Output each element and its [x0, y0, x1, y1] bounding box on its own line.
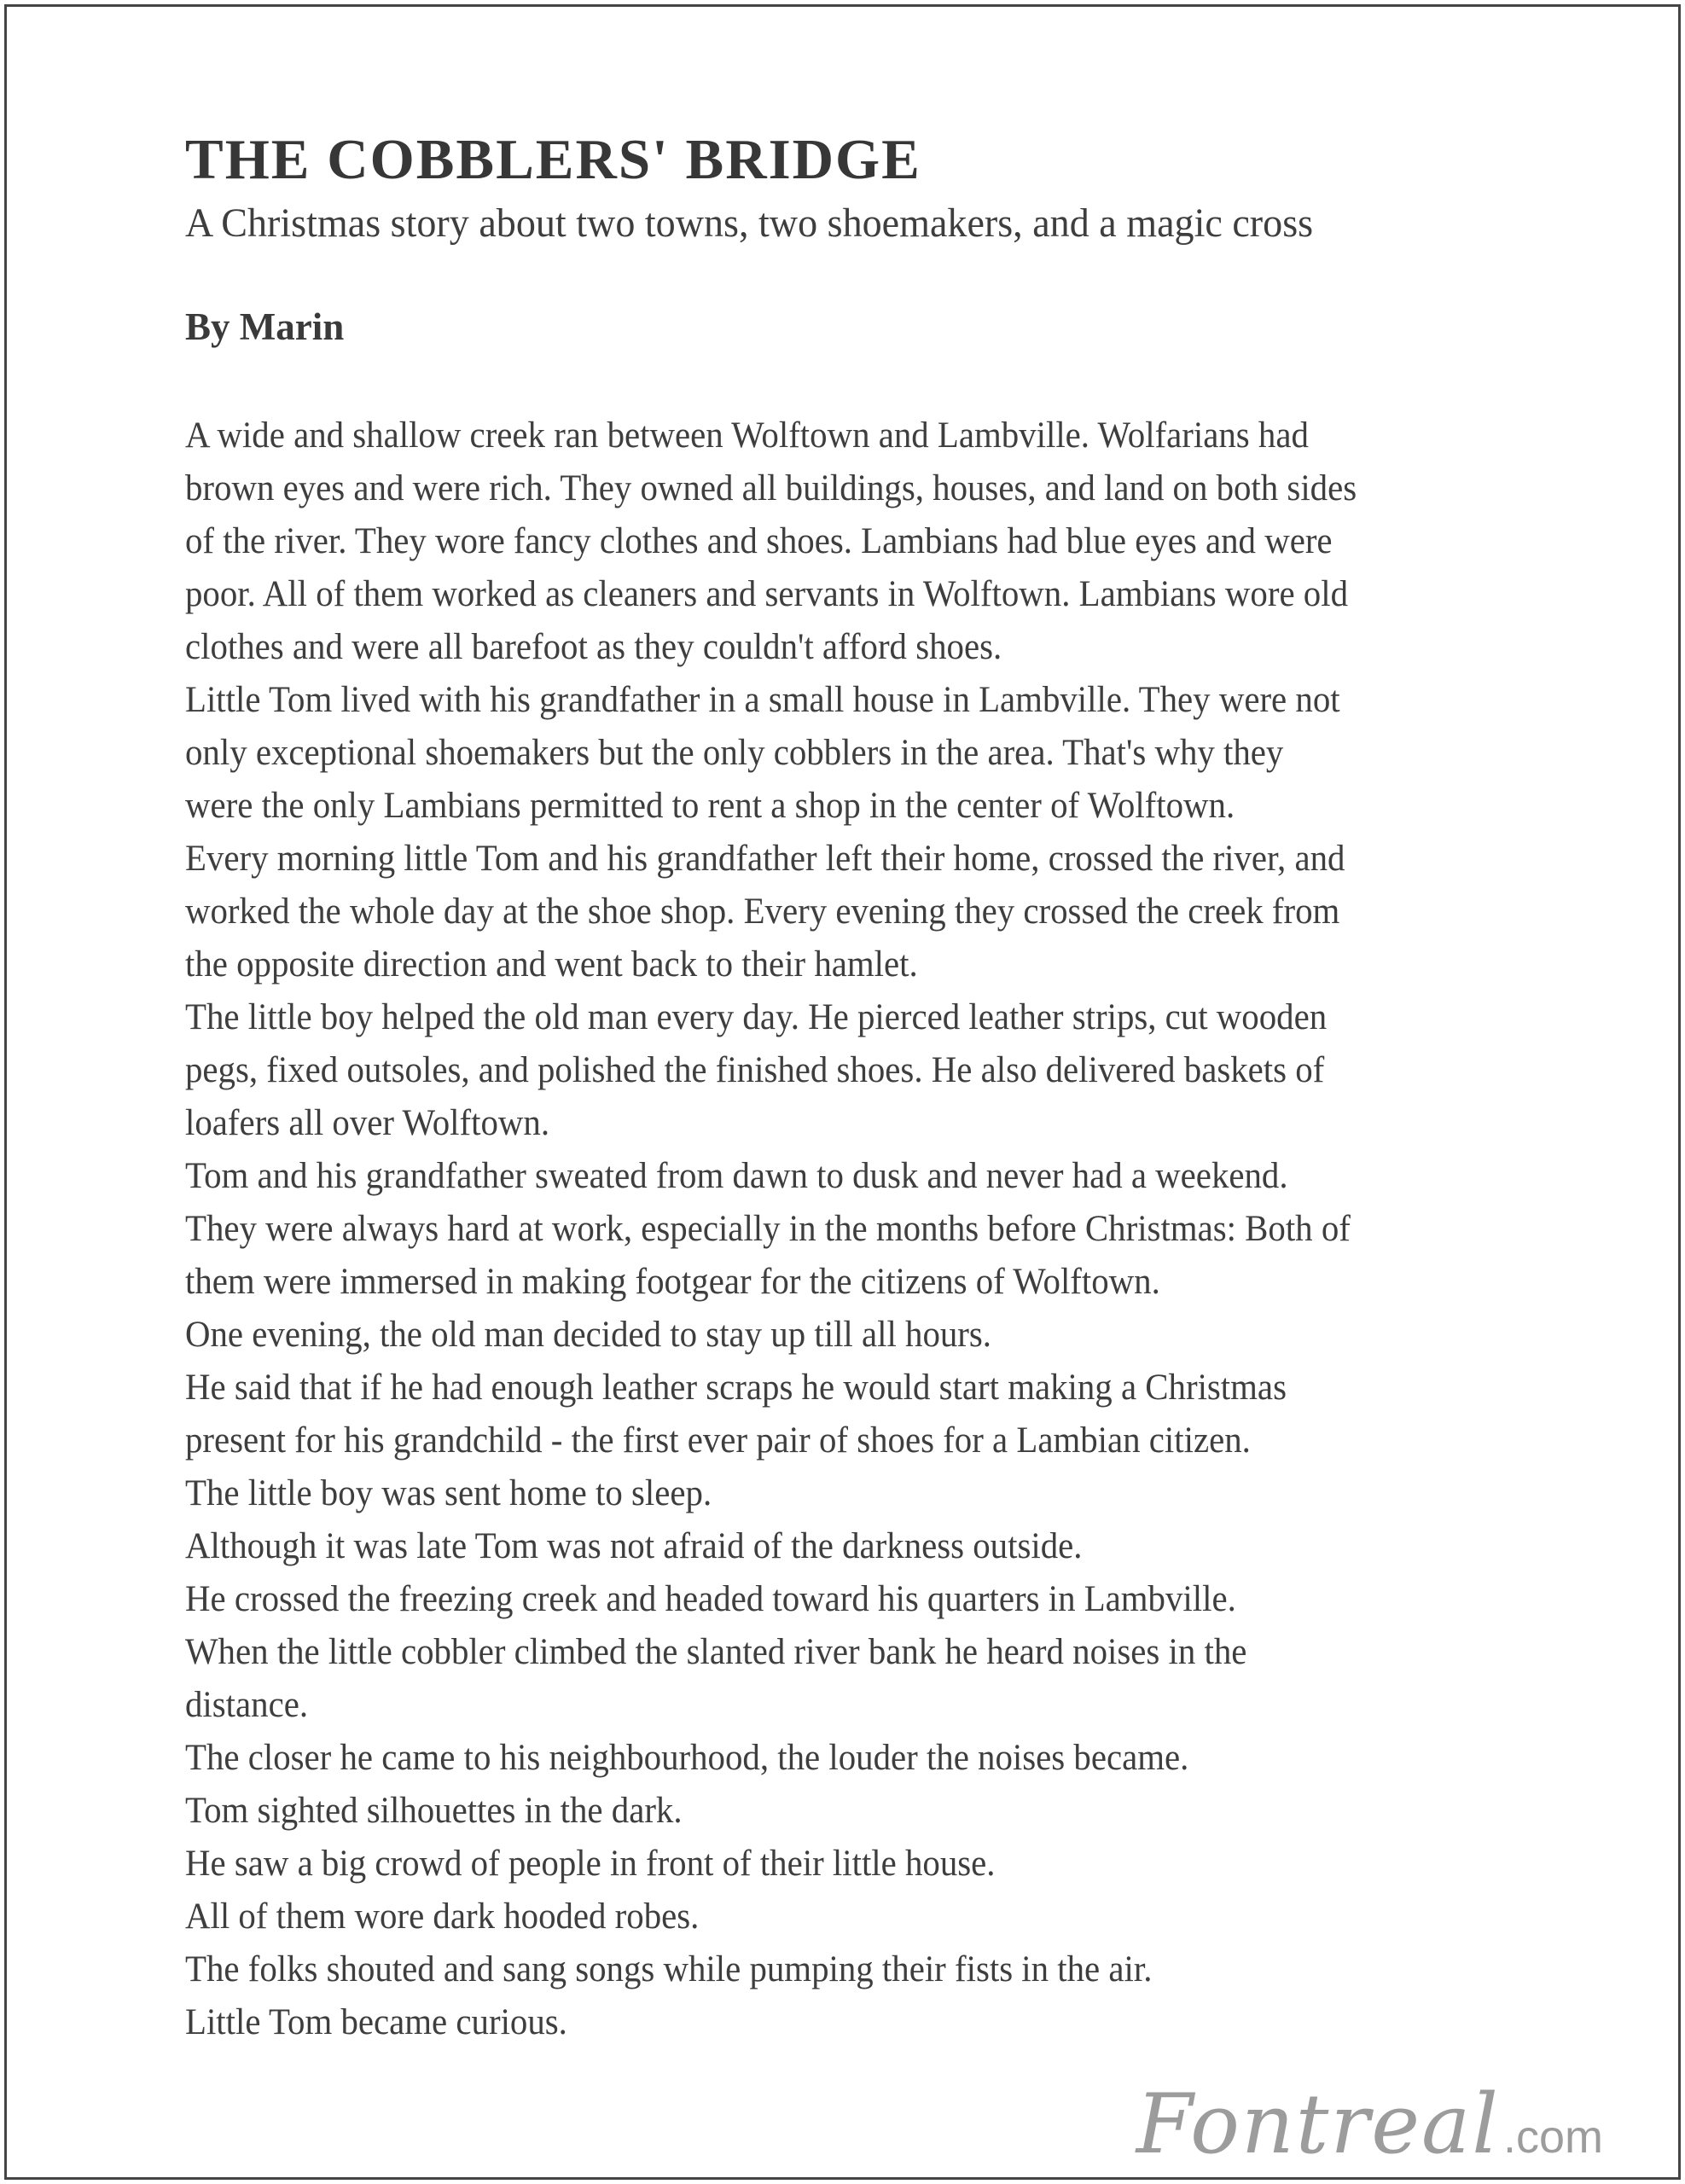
story-byline: By Marin	[185, 305, 345, 348]
story-line: only exceptional shoemakers but the only cobblers in the area. That's why they	[185, 733, 1284, 773]
story-line: One evening, the old man decided to stay up till all hours.	[185, 1315, 992, 1355]
story-line: them were immersed in making footgear for the citizens of Wolftown.	[185, 1262, 1160, 1302]
story-body	[185, 410, 1607, 2049]
story-line: poor. All of them worked as cleaners and servants in Wolftown. Lambians wore old	[185, 574, 1348, 614]
story-subtitle: A Christmas story about two towns, two shoemakers, and a magic cross	[185, 200, 1314, 246]
story-line: The folks shouted and sang songs while pumping their fists in the air.	[185, 1949, 1153, 1989]
story-line: Little Tom became curious.	[185, 2002, 567, 2042]
story-line: were the only Lambians permitted to rent a shop in the center of Wolftown.	[185, 786, 1235, 826]
story-line: present for his grandchild - the first ever pair of shoes for a Lambian citizen.	[185, 1420, 1251, 1461]
story-title: THE COBBLERS' BRIDGE	[185, 128, 921, 191]
story-line: loafers all over Wolftown.	[185, 1103, 550, 1143]
story-line: He saw a big crowd of people in front of their little house.	[185, 1844, 996, 1884]
story-line: clothes and were all barefoot as they couldn't afford shoes.	[185, 627, 1002, 667]
story-line: Although it was late Tom was not afraid of the darkness outside.	[185, 1526, 1083, 1566]
story-line: distance.	[185, 1685, 309, 1725]
story-line: the opposite direction and went back to their hamlet.	[185, 944, 918, 985]
story-line: The little boy helped the old man every day. He pierced leather strips, cut wooden	[185, 997, 1328, 1037]
watermark	[1136, 2077, 1603, 2172]
story-line: They were always hard at work, especially in the months before Christmas: Both of	[185, 1209, 1351, 1249]
story-line: Little Tom lived with his grandfather in a small house in Lambville. They were not	[185, 680, 1340, 720]
story-line: When the little cobbler climbed the slanted river bank he heard noises in the	[185, 1632, 1247, 1672]
watermark-brand: Fontreal	[1136, 2077, 1500, 2172]
story-line: brown eyes and were rich. They owned all buildings, houses, and land on both sides	[185, 468, 1357, 508]
story-content	[185, 126, 1607, 2049]
story-line: The closer he came to his neighbourhood, the louder the noises became.	[185, 1738, 1189, 1778]
story-line: Every morning little Tom and his grandfather left their home, crossed the river, and	[185, 839, 1345, 879]
story-line: pegs, fixed outsoles, and polished the finished shoes. He also delivered baskets of	[185, 1050, 1325, 1090]
story-line: A wide and shallow creek ran between Wolftown and Lambville. Wolfarians had	[185, 415, 1309, 456]
story-line: worked the whole day at the shoe shop. Every evening they crossed the creek from	[185, 892, 1340, 932]
watermark-domain-suffix: .com	[1502, 2111, 1603, 2163]
story-line: The little boy was sent home to sleep.	[185, 1473, 712, 1513]
story-line: Tom and his grandfather sweated from dawn to dusk and never had a weekend.	[185, 1156, 1288, 1196]
story-line: All of them wore dark hooded robes.	[185, 1896, 700, 1937]
story-line: of the river. They wore fancy clothes and shoes. Lambians had blue eyes and were	[185, 521, 1333, 561]
story-line: He crossed the freezing creek and headed toward his quarters in Lambville.	[185, 1579, 1236, 1619]
story-line: Tom sighted silhouettes in the dark.	[185, 1791, 683, 1831]
story-line: He said that if he had enough leather scraps he would start making a Christmas	[185, 1368, 1287, 1408]
